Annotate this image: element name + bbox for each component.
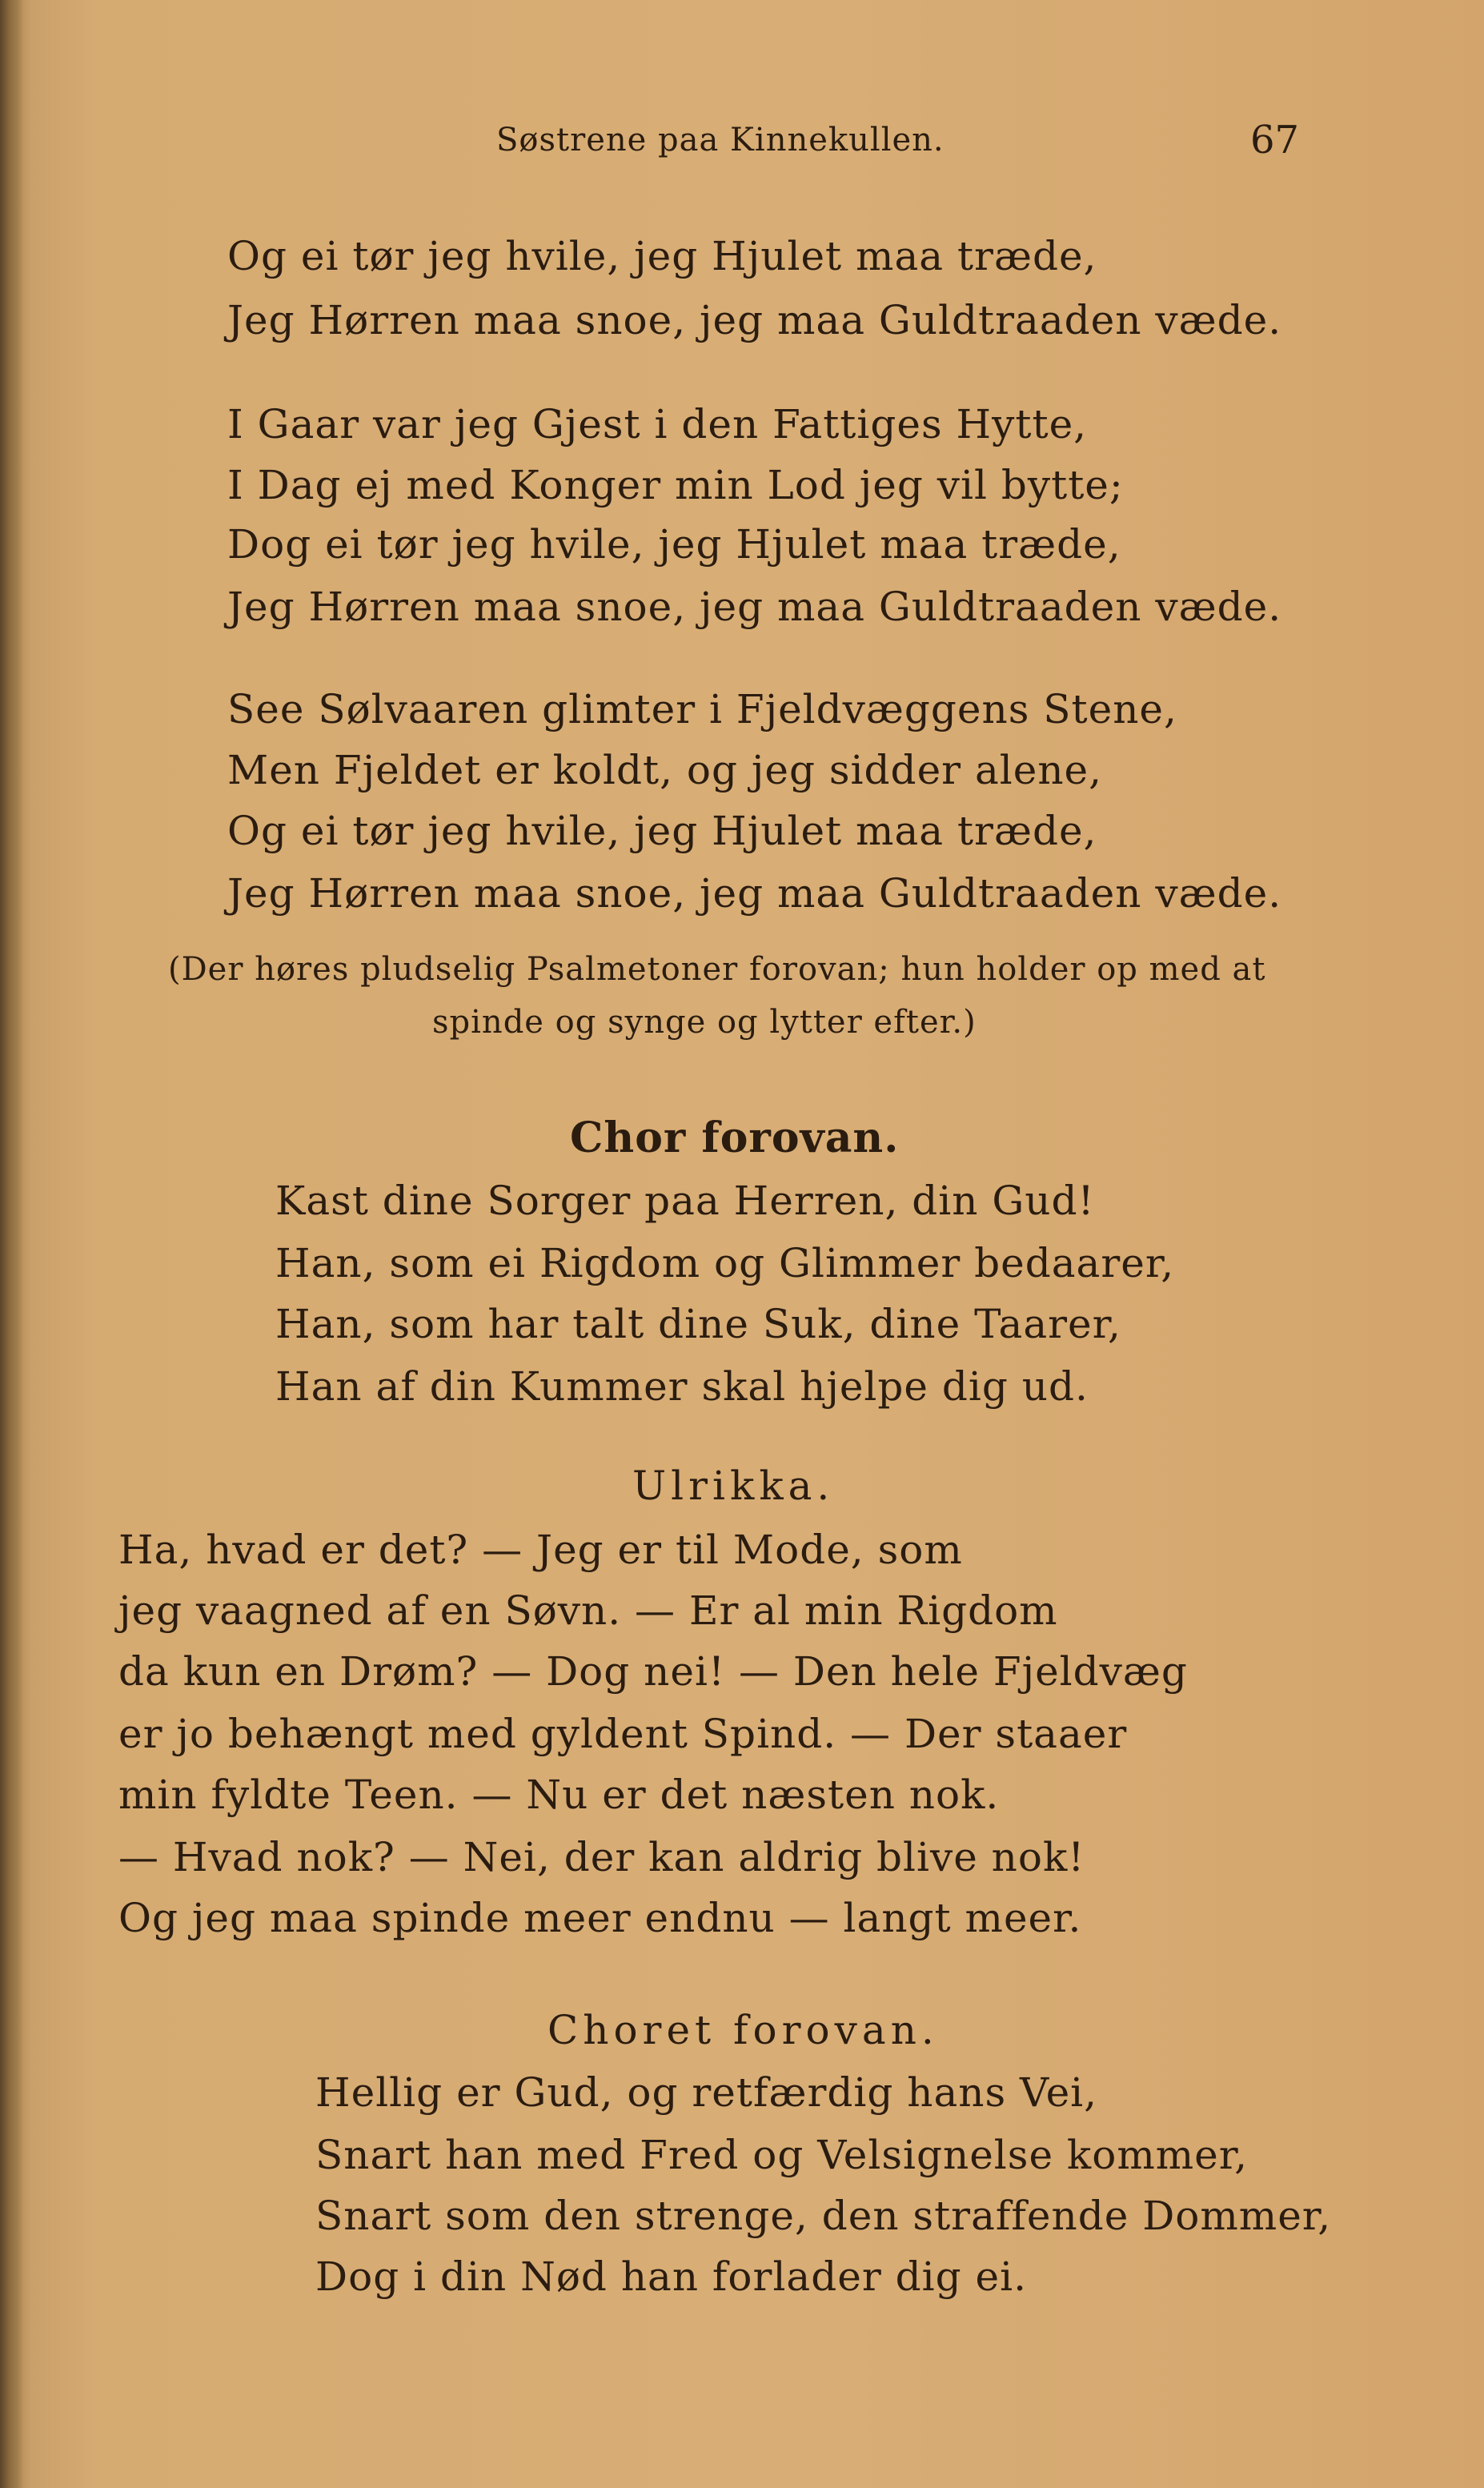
verse-line: Dog i din Nød han forlader dig ei. (315, 2253, 1028, 2300)
verse-line: Jeg Hørren maa snoe, jeg maa Guldtraaden væde. (227, 297, 1282, 343)
page-number: 67 (1250, 118, 1300, 163)
running-title: Søstrene paa Kinnekullen. (496, 122, 945, 159)
prose-line: Og jeg maa spinde meer endnu — langt meer. (118, 1895, 1082, 1941)
stage-direction-line: (Der høres pludselig Psalmetoner forovan; hun holder op med at (168, 951, 1266, 988)
prose-line: — Hvad nok? — Nei, der kan aldrig blive nok! (118, 1834, 1085, 1880)
verse-line: Han af din Kummer skal hjelpe dig ud. (275, 1363, 1089, 1410)
prose-line: Ha, hvad er det? — Jeg er til Mode, som (118, 1527, 963, 1573)
verse-line: See Sølvaaren glimter i Fjeldvæggens Stene, (227, 686, 1177, 732)
verse-line: I Dag ej med Konger min Lod jeg vil bytte; (227, 462, 1124, 508)
verse-line: Han, som har talt dine Suk, dine Taarer, (275, 1301, 1121, 1347)
verse-line: I Gaar var jeg Gjest i den Fattiges Hytte, (227, 401, 1088, 447)
page-gutter-shadow (0, 0, 24, 2488)
stage-direction-line: spinde og synge og lytter efter.) (432, 1004, 977, 1041)
chorus-heading: Chor forovan. (570, 1114, 900, 1162)
verse-line: Og ei tør jeg hvile, jeg Hjulet maa træde, (227, 233, 1097, 279)
verse-line: Dog ei tør jeg hvile, jeg Hjulet maa træde, (227, 521, 1121, 568)
verse-line: Men Fjeldet er koldt, og jeg sidder alene, (227, 747, 1103, 793)
verse-line: Og ei tør jeg hvile, jeg Hjulet maa træde, (227, 808, 1097, 854)
speaker-name: Ulrikka. (632, 1463, 835, 1509)
verse-line: Kast dine Sorger paa Herren, din Gud! (275, 1178, 1095, 1224)
verse-line: Han, som ei Rigdom og Glimmer bedaarer, (275, 1240, 1175, 1286)
verse-line: Jeg Hørren maa snoe, jeg maa Guldtraaden væde. (227, 870, 1282, 917)
chorus-heading: Choret forovan. (547, 2007, 939, 2053)
prose-line: er jo behængt med gyldent Spind. — Der staaer (118, 1711, 1128, 1757)
verse-line: Snart han med Fred og Velsignelse kommer, (315, 2132, 1249, 2178)
verse-line: Snart som den strenge, den straffende Dommer, (315, 2193, 1332, 2239)
prose-line: min fyldte Teen. — Nu er det næsten nok. (118, 1772, 1000, 1818)
prose-line: da kun en Drøm? — Dog nei! — Den hele Fjeldvæg (118, 1648, 1188, 1695)
verse-line: Jeg Hørren maa snoe, jeg maa Guldtraaden væde. (227, 584, 1282, 630)
prose-line: jeg vaagned af en Søvn. — Er al min Rigdom (118, 1587, 1058, 1634)
verse-line: Hellig er Gud, og retfærdig hans Vei, (315, 2069, 1098, 2116)
